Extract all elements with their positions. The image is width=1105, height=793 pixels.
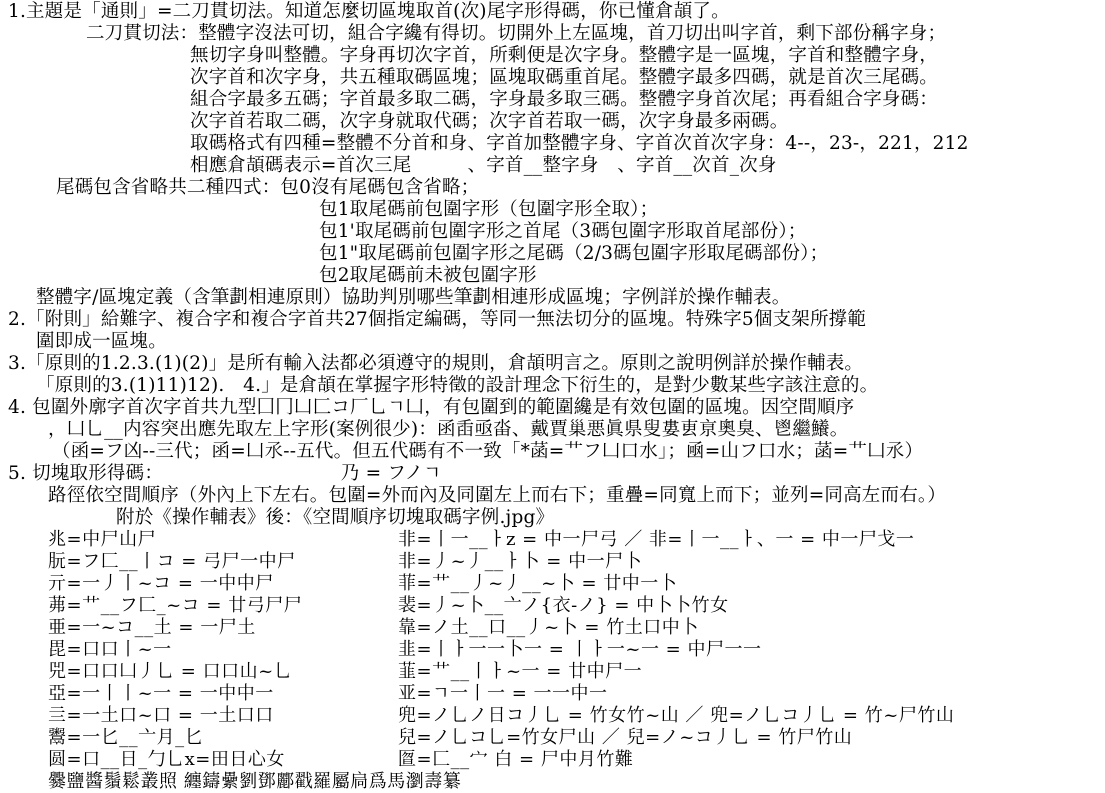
example-right-8: 亚=ㄱ一丨一 = 一一中一 — [398, 683, 608, 704]
text-line-22: 5. 切塊取形得碼： 乃 = フノㄱ — [8, 463, 442, 484]
text-line-10: 包1取尾碼前包圍字形（包圍字形全取）； — [319, 199, 659, 220]
example-left-8: 亞=一丨丨~一 = 一中中一 — [48, 683, 274, 704]
text-line-19: 4. 包圍外廓字首次字首共九型囗冂凵匚コ厂乚ㄱ凵，有包圍到的範圍纔是有效包圍的區塊。因空間順序 — [8, 397, 855, 418]
example-right-10: 兒=ノ乚コ乚=竹女尸山 ／ 兒=ノ~コ丿乚 = 竹尸竹山 — [398, 727, 853, 748]
text-line-23: 路徑依空間順序（外內上下左右。包圍=外而內及同圍左上而右下；重疊=同寬上而下；並列=同高左而右。） — [48, 485, 947, 506]
text-line-12: 包1"取尾碼前包圍字形之尾碼（2/3碼包圍字形取尾碼部份）； — [319, 243, 829, 264]
example-left-7: 兕=口口凵丿乚 = 口口山~乚 — [48, 661, 293, 682]
text-line-3: 無切字身叫整體。字身再切次字首，所剩便是次字身。整體字是一區塊，字首和整體字身， — [190, 45, 939, 66]
text-line-14: 整體字/區塊定義（含筆劃相連原則）協助判別哪些筆劃相連形成區塊；字例詳於操作輔表。 — [36, 287, 791, 308]
example-left-9: 亖=一土口~口 = 一土口口 — [48, 705, 274, 726]
text-line-5: 組合字最多五碼；字首最多取二碼，字身最多取三碼。整體字身首次尾；再看組合字身碼： — [190, 89, 939, 110]
example-right-2: 非=丿~丿__ㅏ卜 = 中一尸卜 — [398, 551, 643, 572]
text-line-6: 次字首若取二碼，次字身就取代碼；次字首若取一碼，次字身最多兩碼。 — [190, 111, 789, 132]
text-line-2: 二刀貫切法：整體字沒法可切，組合字纔有得切。切開外上左區塊，首刀切出叫字首，剩下部份稱字身； — [86, 23, 947, 44]
text-line-8: 相應倉頡碼表示=首次三尾 、字首__整字身 、字首__次首_次身 — [190, 155, 777, 176]
example-left-2: 朊=フ匚__丨コ = 弓尸一中尸 — [48, 551, 296, 572]
example-right-11: 匫=匚__宀 白 = 尸中月竹難 — [398, 749, 634, 770]
text-line-16: 圍即成一區塊。 — [36, 331, 167, 352]
example-left-12: 爨鹽醬鬚鬆叢照 纏鑄纍劉鄧酈戳羅屬扃爲馬瀏壽纂 — [48, 771, 462, 792]
text-line-1: 1.主題是「通則」=二刀貫切法。知道怎麼切區塊取首(次)尾字形得碼，你已懂倉頡了。 — [8, 1, 730, 22]
example-right-1: 非=丨一__ㅏz = 中一尸弓 ／ 非=丨一__ㅏ、一 = 中一尸戈一 — [398, 529, 915, 550]
example-right-5: 靠=ノ土__口__丿~卜 = 竹土口中卜 — [398, 617, 699, 638]
text-line-11: 包1'取尾碼前包圍字形之首尾（3碼包圍字形取首尾部份）； — [319, 221, 807, 242]
example-right-9: 兜=ノ乚ノ日コ丿乚 = 竹女竹~山 ／ 兜=ノ乚コ丿乚 = 竹~尸竹山 — [398, 705, 955, 726]
text-line-9: 尾碼包含省略共二種四式：包0沒有尾碼包含省略； — [56, 177, 480, 198]
example-left-6: 毘=口口丨~一 — [48, 639, 172, 660]
example-left-1: 兆=中尸山尸 — [48, 529, 157, 550]
text-line-18: 「原則的3.(1)11)12). 4.」是倉頡在掌握字形特徵的設計理念下衍生的，是對少數某些字該注意的。 — [36, 375, 879, 396]
text-line-4: 次字首和次字身，共五種取碼區塊；區塊取碼重首尾。整體字最多四碼，就是首次三尾碼。 — [190, 67, 939, 88]
example-left-4: 茀=艹__フ匚_~コ = 廿弓尸尸 — [48, 595, 303, 616]
example-left-10: 鬻=一匕__亠月_匕 — [48, 727, 204, 748]
text-line-24: 附於《操作輔表》後：《空間順序切塊取碼字例.jpg》 — [116, 507, 555, 528]
example-left-11: 圆=口__日_勹乚x=田日心女 — [48, 749, 285, 770]
example-right-3: 菲=艹__丿~丿__~卜 = 廿中一卜 — [398, 573, 678, 594]
example-right-6: 韭=丨ㅏ一一卜一 = 丨ㅏ一~一 = 中尸一一 — [398, 639, 762, 660]
text-line-17: 3.「原則的1.2.3.(1)(2)」是所有輸入法都必須遵守的規則，倉頡明言之。原則之說明例詳於操作輔表。 — [8, 353, 864, 374]
example-left-3: 亓=一丿丨~コ = 一中中尸 — [48, 573, 274, 594]
example-right-4: 裴=丿~卜__亠ノ{衣-ノ} = 中卜卜竹女 — [398, 595, 729, 616]
example-left-5: 亜=一~コ__土 = 一尸土 — [48, 617, 256, 638]
text-line-20: ，凵乚__内容突出應先取左上字形(案例很少)：函臿亟畓、戴賈巢悪眞県叟婁叀亰奧臭、鬯繼鱶。 — [48, 419, 849, 440]
text-line-21: （函=フ凶--三代；函=凵氶--五代。但五代碼有不一致「*菡=艹フ凵口水」；凾=山フ口水；菡=艹凵氶） — [52, 441, 924, 462]
text-line-15: 2.「附則」給難字、複合字和複合字首共27個指定編碼，等同一無法切分的區塊。特殊字5個支架所撐範 — [8, 309, 867, 330]
text-line-7: 取碼格式有四種=整體不分首和身、字首加整體字身、字首次首次字身：4--，23-，221，212 — [190, 133, 969, 154]
example-right-7: 韮=艹__丨ㅏ~一 = 廿中尸一 — [398, 661, 643, 682]
text-line-13: 包2取尾碼前未被包圍字形 — [319, 265, 537, 286]
